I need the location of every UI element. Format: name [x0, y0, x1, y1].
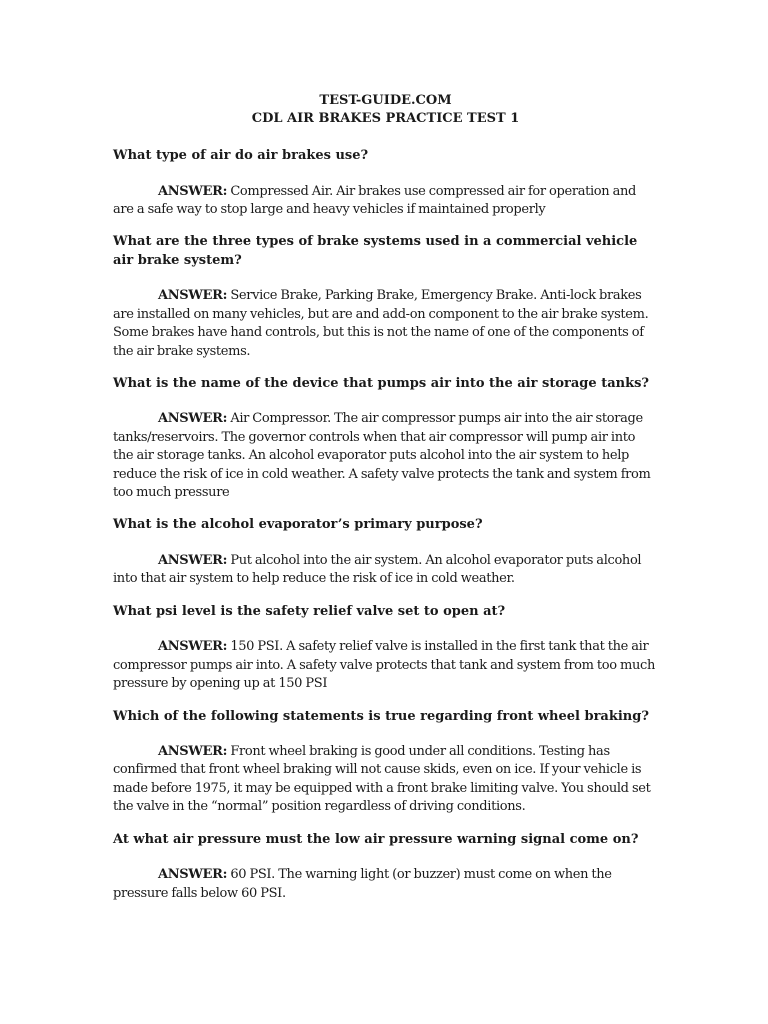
answer-text	[113, 183, 658, 220]
answer-label: ANSWER:	[158, 411, 228, 427]
answer-body: Put alcohol into the air system. An alcohol evaporator puts alcohol into that air system to help reduce the risk of ice in cold weather.	[113, 552, 642, 587]
document-title: CDL AIR BRAKES PRACTICE TEST 1	[251, 111, 520, 126]
answer-label: ANSWER:	[158, 288, 228, 304]
answer-body: 150 PSI. A safety relief valve is installed in the first tank that the air compressor pumps air into. A safety valve protects that tank and system from too much pressure by opening up at 150 PSI	[113, 639, 655, 692]
qa-item	[113, 233, 658, 361]
answer-text	[113, 287, 658, 361]
question-text: What are the three types of brake systems used in a commercial vehicle air brake system?	[113, 234, 638, 268]
qa-item	[113, 831, 658, 903]
answer-text	[113, 743, 658, 817]
qa-item	[113, 708, 658, 817]
question-text: What psi level is the safety relief valve set to open at?	[113, 603, 506, 619]
question-text: What is the name of the device that pumps air into the air storage tanks?	[113, 375, 650, 391]
qa-item	[113, 516, 658, 588]
question-text: What type of air do air brakes use?	[113, 148, 369, 163]
question-text: What is the alcohol evaporator’s primary purpose?	[113, 517, 483, 533]
answer-body: Compressed Air. Air brakes use compressed air for operation and are a safe way to stop large and heavy vehicles if maintained properly	[113, 183, 636, 217]
document-header	[113, 92, 658, 128]
answer-text	[113, 552, 658, 589]
answer-label: ANSWER:	[158, 639, 228, 655]
answer-text	[113, 410, 658, 502]
question-text: Which of the following statements is true regarding front wheel braking?	[113, 708, 649, 724]
answer-label: ANSWER:	[158, 867, 228, 883]
site-name: TEST-GUIDE.COM	[319, 93, 452, 108]
question-text: At what air pressure must the low air pressure warning signal come on?	[113, 831, 639, 847]
qa-item	[113, 375, 658, 503]
qa-list	[113, 147, 658, 903]
answer-label: ANSWER:	[158, 744, 228, 759]
answer-label: ANSWER:	[158, 183, 228, 199]
answer-body: Air Compressor. The air compressor pumps air into the air storage tanks/reservoirs. The governor controls when that air compressor will pump air into the air storage tanks. An alcohol evaporator puts alcohol into the air system to help reduce the risk of ice in cold weather. A safety valve protects the tank and system from too much pressure	[113, 411, 651, 501]
qa-item	[113, 147, 658, 219]
qa-item	[113, 603, 658, 694]
answer-body: Front wheel braking is good under all conditions. Testing has confirmed that front wheel braking will not cause skids, even on ice. If your vehicle is made before 1975, it may be equipped with a front brake limiting valve. You should set the valve in the “normal” position regardless of driving conditions.	[113, 744, 651, 815]
answer-label: ANSWER:	[158, 552, 228, 568]
answer-body: 60 PSI. The warning light (or buzzer) must come on when the pressure falls below 60 PSI.	[113, 867, 612, 901]
answer-body: Service Brake, Parking Brake, Emergency Brake. Anti-lock brakes are installed on many vehicles, but are and add-on component to the air brake system. Some brakes have hand controls, but this is not the name of one of the components of the air brake systems.	[113, 288, 649, 359]
document-page	[113, 92, 658, 917]
answer-text	[113, 866, 658, 903]
answer-text	[113, 638, 658, 693]
